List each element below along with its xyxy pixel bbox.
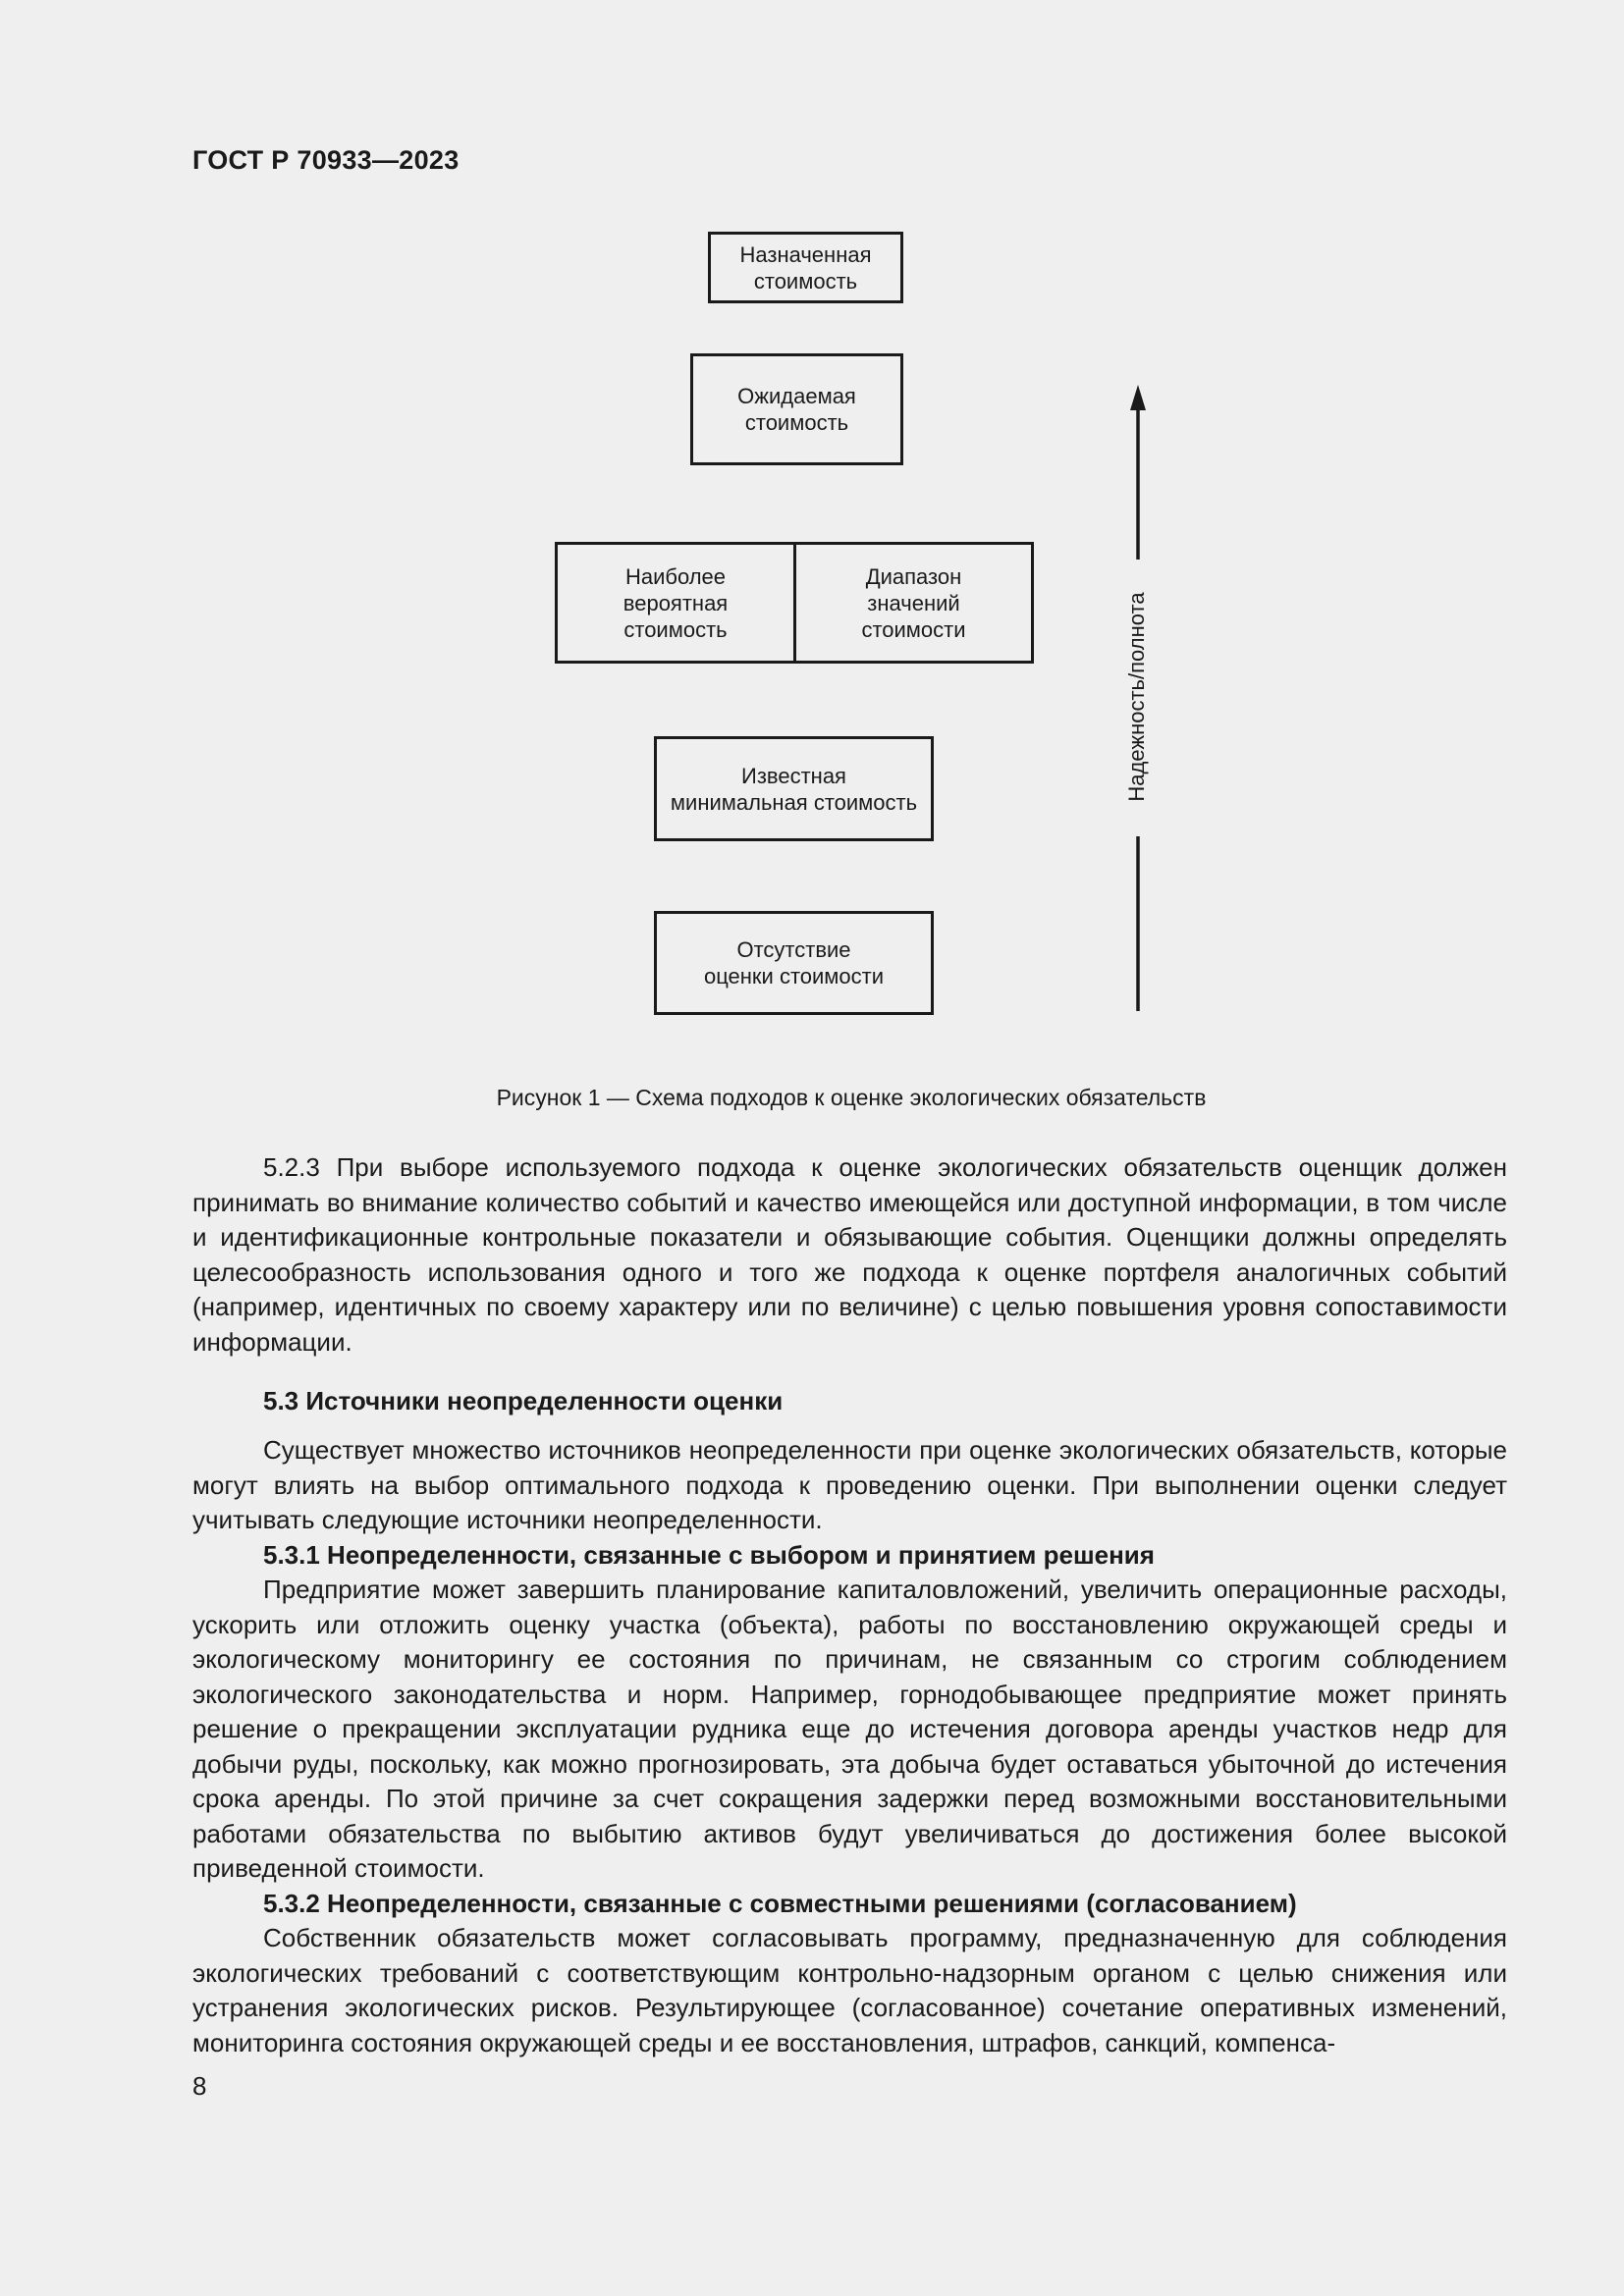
heading-5-3: 5.3 Источники неопределенности оценки — [263, 1386, 784, 1415]
box-line: стоимости — [861, 616, 966, 642]
paragraph-5-2-3: 5.2.3 При выборе используемого подхода к оценке экологических обязательств оценщик должен принимать во внимание количество событий и качество имеющейся или доступной информации, в том числе и идентификационные контрольные показатели и обязывающие события. Оценщики должны определять целесообразность использования одного и того же подхода к оценке портфеля аналогичных событий (например, идентичных по своему характеру или по величине) с целью повышения уровня сопоставимости информации. — [192, 1152, 1507, 1357]
body-text-block-3 — [192, 1433, 1507, 2060]
body-text-block-1 — [192, 1150, 1507, 1360]
figure-caption: Рисунок 1 — Схема подходов к оценке экологических обязательств — [496, 1085, 1207, 1110]
paragraph-5-3-1: Предприятие может завершить планирование капиталовложений, увеличить операционные расходы, ускорить или отложить оценку участка (объекта), работы по восстановлению окружающей среды и экологическому мониторингу ее состояния по причинам, не связанным со строгим соблюдением экологического законодательства и норм. Например, горнодобывающее предприятие может принять решение о прекращении эксплуатации рудника еще до истечения договора аренды участков недр для добычи руды, поскольку, как можно прогнозировать, эта добыча будет оставаться убыточной до истечения срока аренды. По этой причине за счет сокращения задержки перед возможными восстановительными работами обязательства по выбытию активов будут увеличиваться до достижения более высокой приведенной стоимости. — [192, 1575, 1507, 1883]
paragraph-5-3: Существует множество источников неопределенности при оценке экологических обязательств, которые могут влиять на выбор оптимального подхода к проведению оценки. При выполнении оценки следует учитывать следующие источники неопределенности. — [192, 1435, 1507, 1534]
reliability-axis-arrow — [0, 0, 1624, 1041]
box-line: стоимость — [744, 410, 849, 435]
box-line: Отсутствие — [736, 937, 851, 962]
box-line: оценки стоимости — [703, 964, 885, 988]
box-line: значений — [867, 590, 960, 615]
box-line: Известная — [741, 763, 846, 788]
paragraph-5-3-2: Собственник обязательств может согласовывать программу, предназначенную для соблюдения экологических требований с соответствующим контрольно-надзорным органом с целью снижения или устранения экологических рисков. Результирующее (согласованное) сочетание оперативных изменений, мониторинга состояния окружающей среды и ее восстановления, штрафов, санкций, компенса- — [192, 1923, 1507, 2057]
heading-5-3-2: 5.3.2 Неопределенности, связанные с совместными решениями (согласованием) — [263, 1888, 1297, 1918]
axis-label-reliability: Надежность/полнота — [1124, 592, 1149, 802]
document-header: ГОСТ Р 70933—2023 — [192, 145, 460, 175]
box-line: стоимость — [753, 268, 858, 294]
box-line: Диапазон — [865, 563, 962, 589]
arrow-head — [1130, 385, 1146, 410]
box-line: Назначенная — [739, 241, 872, 267]
box-line: Ожидаемая — [737, 384, 856, 408]
box-line: вероятная — [623, 590, 729, 615]
box-line: Наиболее — [624, 563, 727, 589]
page-number: 8 — [192, 2071, 207, 2101]
box-line: минимальная стоимость — [670, 789, 918, 815]
heading-5-3-1: 5.3.1 Неопределенности, связанные с выбором и принятием решения — [263, 1539, 1155, 1570]
body-text-block-2 — [192, 1384, 1507, 1419]
valuation-approaches-diagram — [0, 0, 1624, 1041]
box-line: стоимость — [623, 616, 728, 642]
